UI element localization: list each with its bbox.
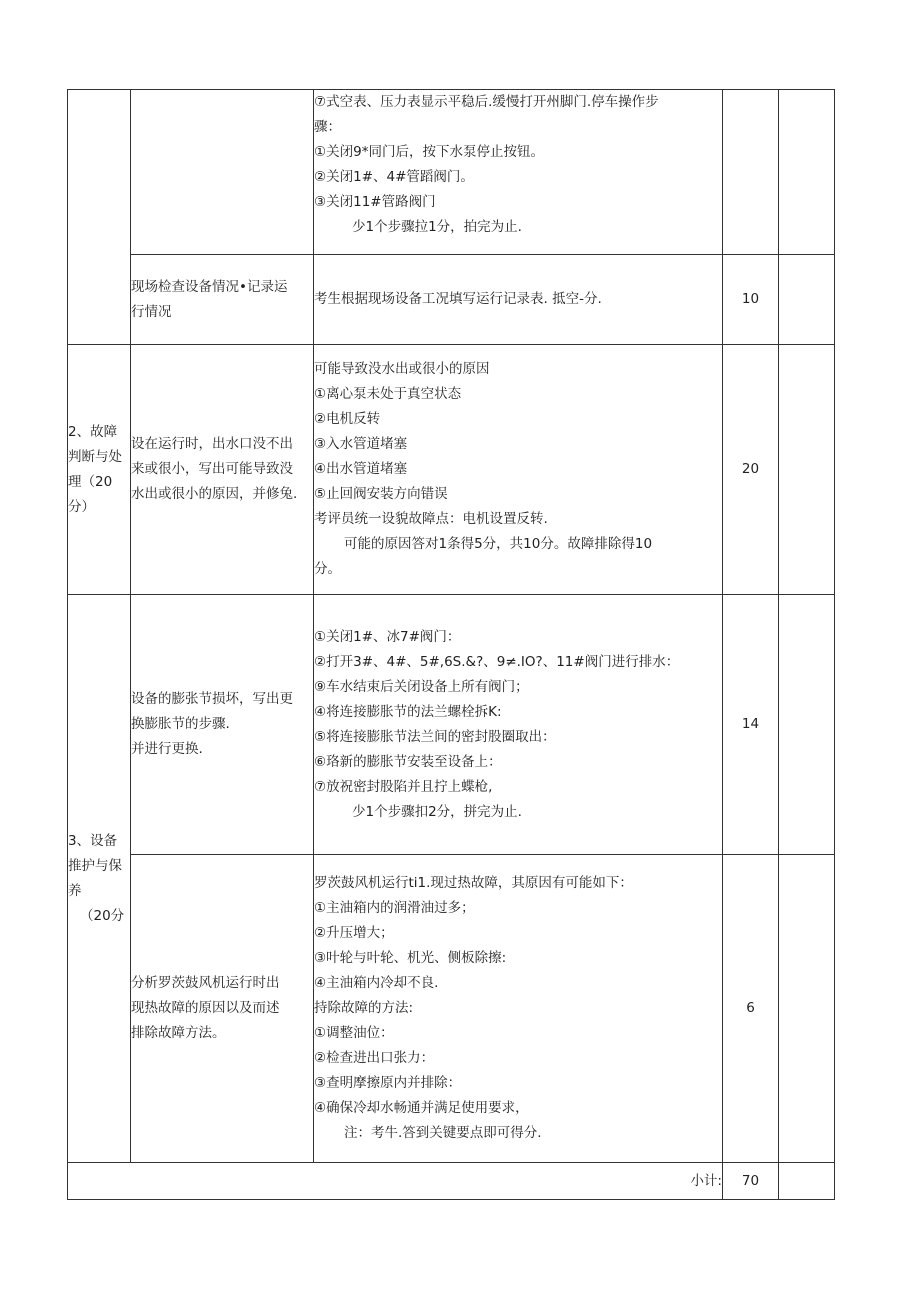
standard-line: ④确保冷却水畅通并满足使用要求， <box>314 1100 529 1116</box>
remark-cell <box>779 595 835 855</box>
standard-line: ④主油箱内冷却不良. <box>314 975 439 991</box>
standard-line: 考评员统一设貌故障点：电机设置反转. <box>314 511 548 527</box>
standard-line: ①关闭1#、冰7#阀门： <box>314 628 461 645</box>
section-cell <box>68 90 131 345</box>
score-cell: 20 <box>723 345 779 595</box>
grading-table <box>67 89 835 1200</box>
standard-line: ⑦式空表、压力表显示平稳后.缓慢打开州脚门.停车操作步 <box>314 94 659 110</box>
standard-cell <box>314 345 723 595</box>
standard-line: ⑨车水结束后关闭设备上所有阀门； <box>314 678 529 695</box>
standard-line: 可能导致没水出或很小的原因 <box>314 361 490 377</box>
subtotal-row <box>68 1163 835 1200</box>
standard-line: ④将连接膨胀节的法兰螺栓拆K: <box>314 703 502 720</box>
section-line: 判断与处 <box>68 448 122 465</box>
standard-line: ⑥珞新的膨胀节安装至设备上： <box>314 753 502 770</box>
standard-cell <box>314 595 723 855</box>
section-line: 推护与保 <box>68 857 122 874</box>
task-line: 行情况 <box>131 303 172 320</box>
standard-line: ①关闭9*同门后，按下水泵停止按钮。 <box>314 144 544 160</box>
task-line: 现热故障的原因以及而述 <box>131 1000 280 1016</box>
standard-cell <box>314 855 723 1163</box>
task-line: 并进行更换. <box>131 741 203 757</box>
task-line: 分析罗茨鼓风机运行时出 <box>131 975 280 991</box>
standard-line: ②关闭1#、4#管蹈阀门。 <box>314 169 474 185</box>
section-cell <box>68 595 131 1163</box>
task-cell <box>131 90 314 255</box>
standard-cell <box>314 255 723 345</box>
section-line: 养 <box>68 882 82 899</box>
standard-line: 少1个步骤拉1分，拍完为止. <box>352 219 522 235</box>
table-row <box>68 595 835 855</box>
standard-line: ①主油箱内的润滑油过多； <box>314 900 475 916</box>
standard-line: ④出水管道堵塞 <box>314 461 408 477</box>
remark-cell <box>779 855 835 1163</box>
task-line: 设在运行时，出水口没不出 <box>131 436 293 452</box>
task-line: 换膨胀节的步骤. <box>131 716 230 732</box>
section-line: 3、设备 <box>68 832 118 849</box>
standard-line: ②电机反转 <box>314 411 381 427</box>
standard-line: 罗茨鼓风机运行ti1.现过热故障，其原因有可能如下： <box>314 875 633 891</box>
task-cell <box>131 345 314 595</box>
subtotal-label: 小计: <box>68 1163 723 1200</box>
standard-line: 持除故障的方法: <box>314 1000 414 1016</box>
standard-line: ③查明摩擦原内并排除： <box>314 1075 462 1091</box>
standard-line: ①调整油位： <box>314 1025 394 1041</box>
subtotal-score: 70 <box>723 1163 779 1200</box>
score-cell <box>723 90 779 255</box>
task-cell <box>131 255 314 345</box>
section-line: 理（20 <box>68 473 113 490</box>
standard-line: ②打开3#、4#、5#,6S.&?、9≠.IO?、11#阀门进行排水： <box>314 653 680 670</box>
task-cell <box>131 855 314 1163</box>
remark-cell <box>779 1163 835 1200</box>
standard-line: ①离心泵未处于真空状态 <box>314 386 462 402</box>
standard-line: ⑤止回阀安装方向错误 <box>314 486 448 502</box>
standard-line: 注：考牛.答到关键要点即可得分. <box>344 1125 542 1141</box>
standard-line: ③入水管道堵塞 <box>314 436 408 452</box>
standard-line: ②检查进出口张力： <box>314 1050 435 1066</box>
remark-cell <box>779 345 835 595</box>
table-row <box>68 855 835 1163</box>
standard-line: 考生根据现场设备工况填写运行记录表. 抵空-分. <box>314 291 602 307</box>
standard-line: 可能的原因答对1条得5分，共10分。故障排除得10 <box>344 536 653 552</box>
task-line: 来或很小，写出可能导致没 <box>131 461 293 477</box>
section-line: 2、故障 <box>68 423 118 440</box>
section-line: 分） <box>68 498 95 515</box>
table-row <box>68 255 835 345</box>
score-cell: 6 <box>723 855 779 1163</box>
task-line: 现场检查设备情况•记录运 <box>131 278 288 295</box>
standard-line: 分。 <box>314 561 341 577</box>
score-cell: 14 <box>723 595 779 855</box>
standard-line: ⑦放祝密封股陷并且拧上蝶枪, <box>314 778 493 795</box>
score-cell: 10 <box>723 255 779 345</box>
standard-line: ②升压增大； <box>314 925 394 941</box>
standard-line: ③叶轮与叶轮、机光、侧板除擦: <box>314 950 507 966</box>
section-cell <box>68 345 131 595</box>
standard-line: 骤： <box>314 119 341 135</box>
table-row <box>68 90 835 255</box>
task-line: 水出或很小的原因，并修兔. <box>131 486 298 502</box>
standard-line: ⑤将连接膨胀节法兰间的密封股圈取出： <box>314 728 556 745</box>
task-line: 设备的膨张节损坏，写出更 <box>131 691 293 707</box>
table-row <box>68 345 835 595</box>
standard-line: ③关闭11#管路阀门 <box>314 194 436 210</box>
remark-cell <box>779 90 835 255</box>
task-line: 排除故障方法。 <box>131 1025 226 1041</box>
section-line: （20分 <box>80 907 125 924</box>
standard-line: 少1个步骤扣2分，拼完为止. <box>352 803 522 820</box>
standard-cell <box>314 90 723 255</box>
remark-cell <box>779 255 835 345</box>
task-cell <box>131 595 314 855</box>
